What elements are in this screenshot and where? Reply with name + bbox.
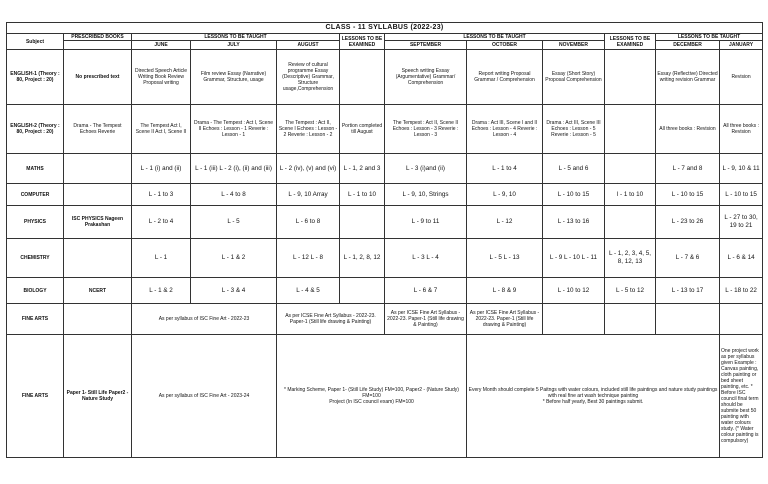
january-cell: All three books : Revision bbox=[720, 105, 763, 154]
exam1-cell: L - 1, 2, 8, 12 bbox=[340, 239, 385, 278]
row-english2 bbox=[7, 105, 763, 154]
august-cell: L - 6 to 8 bbox=[277, 206, 340, 239]
header-august: AUGUST bbox=[277, 41, 340, 50]
september-cell: L - 3 (i)and (ii) bbox=[385, 154, 467, 184]
subject-cell: BIOLOGY bbox=[7, 278, 64, 304]
july-cell: L - 1 (iii) L - 2 (i), (ii) and (iii) bbox=[191, 154, 277, 184]
books-cell: Drama - The Tempest Echoes Reverie bbox=[64, 105, 132, 154]
july-cell: L - 1 & 2 bbox=[191, 239, 277, 278]
books-cell: No prescribed text bbox=[64, 50, 132, 105]
october-cell: L - 12 bbox=[467, 206, 543, 239]
books-cell: Paper 1- Still Life Paper2 - Nature Study bbox=[64, 335, 132, 458]
header-lessons-taught-2: LESSONS TO BE TAUGHT bbox=[385, 34, 605, 41]
books-cell: NCERT bbox=[64, 278, 132, 304]
august-cell: Review of cultural programme Essay (Descriptive) Grammar, Structure usage,Comprehension bbox=[277, 50, 340, 105]
july-cell: Film review Essay (Narrative) Grammar, Structure, usage bbox=[191, 50, 277, 105]
july-cell: Drama - The Tempest : Act I, Scene II Echoes : Lesson - 1 Reverie : Lesson - 1 bbox=[191, 105, 277, 154]
january-cell: Revision bbox=[720, 50, 763, 105]
november-cell: L - 5 and 6 bbox=[543, 154, 605, 184]
exam2-cell bbox=[605, 154, 656, 184]
subject-cell: CHEMISTRY bbox=[7, 239, 64, 278]
exam1-cell: Portion completed till August bbox=[340, 105, 385, 154]
row-computer bbox=[7, 184, 763, 206]
january-cell: L - 18 to 22 bbox=[720, 278, 763, 304]
exam1-cell bbox=[340, 206, 385, 239]
january-cell: One project work as per syllabus given Example : Canvas painting, cloth painting or bed sheet painting, etc. * Before ISC council final term should be submite best 50 painting with water colours study. (* Water colour painting is compulsory) bbox=[720, 335, 763, 458]
monthly-paintings-text: Every Month should complete 5 Paitngs with water colours, included still life paintings and nature study paintings with real fine art wash technique painting bbox=[468, 387, 718, 399]
exam1-cell: L - 1 to 10 bbox=[340, 184, 385, 206]
september-cell: As per ICSE Fine Art Syllabus - 2022-23. Paper-1 (Still life drawing & Painting) bbox=[385, 304, 467, 335]
september-cell: L - 9, 10, Strings bbox=[385, 184, 467, 206]
june-july-cell: As per syllabus of ISC Fine Art - 2022-23 bbox=[132, 304, 277, 335]
september-cell: L - 6 & 7 bbox=[385, 278, 467, 304]
subject-cell: FINE ARTS bbox=[7, 335, 64, 458]
june-july-cell: As per syllabus of ISC Fine Art - 2023-24 bbox=[132, 335, 277, 458]
exam1-cell bbox=[340, 50, 385, 105]
july-cell: L - 5 bbox=[191, 206, 277, 239]
row-physics bbox=[7, 206, 763, 239]
june-cell: L - 1 to 3 bbox=[132, 184, 191, 206]
row-english1 bbox=[7, 50, 763, 105]
blank-cell bbox=[656, 304, 720, 335]
header-november: NOVEMBER bbox=[543, 41, 605, 50]
exam2-cell: L - 5 to 12 bbox=[605, 278, 656, 304]
header-lessons-examined-2: LESSONS TO BE EXAMINED bbox=[605, 34, 656, 50]
january-cell: L - 6 & 14 bbox=[720, 239, 763, 278]
exam1-cell bbox=[340, 278, 385, 304]
books-cell bbox=[64, 184, 132, 206]
october-cell: L - 1 to 4 bbox=[467, 154, 543, 184]
exam2-cell bbox=[605, 105, 656, 154]
marking-scheme-text: * Marking Scheme, Paper 1- (Still Life Study) FM=100, Paper2 - (Nature Study) FM=100 bbox=[284, 387, 459, 399]
july-cell: L - 3 & 4 bbox=[191, 278, 277, 304]
aug-sep-cell bbox=[277, 335, 467, 458]
blank-cell bbox=[543, 304, 605, 335]
november-cell: Essay (Short Story) Proposal Comprehension bbox=[543, 50, 605, 105]
header-blank bbox=[64, 41, 132, 50]
august-cell: L - 2 (iv), (v) and (vi) bbox=[277, 154, 340, 184]
december-cell: L - 13 to 17 bbox=[656, 278, 720, 304]
november-cell: L - 9 L - 10 L - 11 bbox=[543, 239, 605, 278]
august-cell: L - 12 L - 8 bbox=[277, 239, 340, 278]
header-lessons-taught-1: LESSONS TO BE TAUGHT bbox=[132, 34, 340, 41]
books-cell bbox=[64, 239, 132, 278]
october-cell: As per ICSE Fine Art Syllabus - 2022-23. Paper-1 (Still life drawing & Painting) bbox=[467, 304, 543, 335]
july-cell: L - 4 to 8 bbox=[191, 184, 277, 206]
half-yearly-text: * Before half yearly, Best 30 paintings submit. bbox=[542, 399, 644, 405]
august-cell: The Tempest : Act II, Scene I Echoes : Lesson - 2 Reverie : Lesson - 2 bbox=[277, 105, 340, 154]
header-subject: Subject bbox=[7, 34, 64, 50]
row-maths bbox=[7, 154, 763, 184]
syllabus-table bbox=[6, 22, 763, 458]
october-cell: L - 5 L - 13 bbox=[467, 239, 543, 278]
september-cell: The Tempest : Act II, Scene II Echoes : Lesson - 3 Reverie : Lesson - 3 bbox=[385, 105, 467, 154]
june-cell: L - 1 (i) and (ii) bbox=[132, 154, 191, 184]
january-cell: L - 9, 10 & 11 bbox=[720, 154, 763, 184]
subject-cell: MATHS bbox=[7, 154, 64, 184]
january-cell: L - 27 to 30, 19 to 21 bbox=[720, 206, 763, 239]
subject-cell: COMPUTER bbox=[7, 184, 64, 206]
december-cell: L - 7 and 8 bbox=[656, 154, 720, 184]
header-june: JUNE bbox=[132, 41, 191, 50]
exam2-cell bbox=[605, 50, 656, 105]
header-september: SEPTEMBER bbox=[385, 41, 467, 50]
november-cell: Drama : Act III, Scene III Echoes : Lesson - 5 Reverie : Lesson - 5 bbox=[543, 105, 605, 154]
january-cell: L - 10 to 15 bbox=[720, 184, 763, 206]
subject-cell: PHYSICS bbox=[7, 206, 64, 239]
october-cell: Report writing Proposal Grammar / Comprehension bbox=[467, 50, 543, 105]
header-lessons-taught-3: LESSONS TO BE TAUGHT bbox=[656, 34, 763, 41]
september-cell: L - 3 L - 4 bbox=[385, 239, 467, 278]
blank-cell bbox=[720, 304, 763, 335]
december-cell: Essay (Reflective) Directed writing revision Grammar bbox=[656, 50, 720, 105]
august-cell: L - 9, 10 Array bbox=[277, 184, 340, 206]
header-july: JULY bbox=[191, 41, 277, 50]
december-cell: All three books : Revision bbox=[656, 105, 720, 154]
books-cell bbox=[64, 304, 132, 335]
june-cell: L - 1 & 2 bbox=[132, 278, 191, 304]
subject-cell: FINE ARTS bbox=[7, 304, 64, 335]
november-cell: L - 10 to 15 bbox=[543, 184, 605, 206]
row-fine-arts-1 bbox=[7, 304, 763, 335]
exam2-cell: L - 1, 2, 3, 4, 5, 8, 12, 13 bbox=[605, 239, 656, 278]
november-cell: L - 10 to 12 bbox=[543, 278, 605, 304]
june-cell: L - 2 to 4 bbox=[132, 206, 191, 239]
june-cell: Directed Speech Article Writing Book Review Proposal writing bbox=[132, 50, 191, 105]
header-lessons-examined-1: LESSONS TO BE EXAMINED bbox=[340, 34, 385, 50]
august-cell: As per ICSE Fine Art Syllabus - 2022-23. Paper-1 (Still life drawing & Painting) bbox=[277, 304, 385, 335]
exam2-cell: l - 1 to 10 bbox=[605, 184, 656, 206]
august-cell: L - 4 & 5 bbox=[277, 278, 340, 304]
june-cell: The Tempest Act I, Scene II Act I, Scene II bbox=[132, 105, 191, 154]
exam2-cell bbox=[605, 206, 656, 239]
header-prescribed-books: PRESCRIBED BOOKS bbox=[64, 34, 132, 41]
december-cell: L - 10 to 15 bbox=[656, 184, 720, 206]
subject-cell: ENGLISH-1 (Theory : 80, Project : 20) bbox=[7, 50, 64, 105]
page-title: CLASS - 11 SYLLABUS (2022-23) bbox=[7, 23, 763, 34]
oct-dec-cell bbox=[467, 335, 720, 458]
december-cell: L - 7 & 6 bbox=[656, 239, 720, 278]
header-october: OCTOBER bbox=[467, 41, 543, 50]
september-cell: Speech writing Essay (Argumentative) Grammar/ Comprehension bbox=[385, 50, 467, 105]
december-cell: L - 23 to 26 bbox=[656, 206, 720, 239]
books-cell bbox=[64, 154, 132, 184]
subject-cell: ENGLISH-2 (Theory : 80, Project : 20) bbox=[7, 105, 64, 154]
exam1-cell: L - 1, 2 and 3 bbox=[340, 154, 385, 184]
project-text: Project (In ISC council exam) FM=100 bbox=[329, 399, 414, 405]
june-cell: L - 1 bbox=[132, 239, 191, 278]
row-biology bbox=[7, 278, 763, 304]
october-cell: L - 9, 10 bbox=[467, 184, 543, 206]
header-january: JANUARY bbox=[720, 41, 763, 50]
october-cell: L - 8 & 9 bbox=[467, 278, 543, 304]
september-cell: L - 9 to 11 bbox=[385, 206, 467, 239]
header-december: DECEMBER bbox=[656, 41, 720, 50]
row-fine-arts-2 bbox=[7, 335, 763, 458]
october-cell: Drama : Act III, Scene I and II Echoes : Lesson - 4 Reverie : Lesson - 4 bbox=[467, 105, 543, 154]
row-chemistry bbox=[7, 239, 763, 278]
blank-cell bbox=[605, 304, 656, 335]
books-cell: ISC PHYSICS Nageen Prakashan bbox=[64, 206, 132, 239]
november-cell: L - 13 to 16 bbox=[543, 206, 605, 239]
